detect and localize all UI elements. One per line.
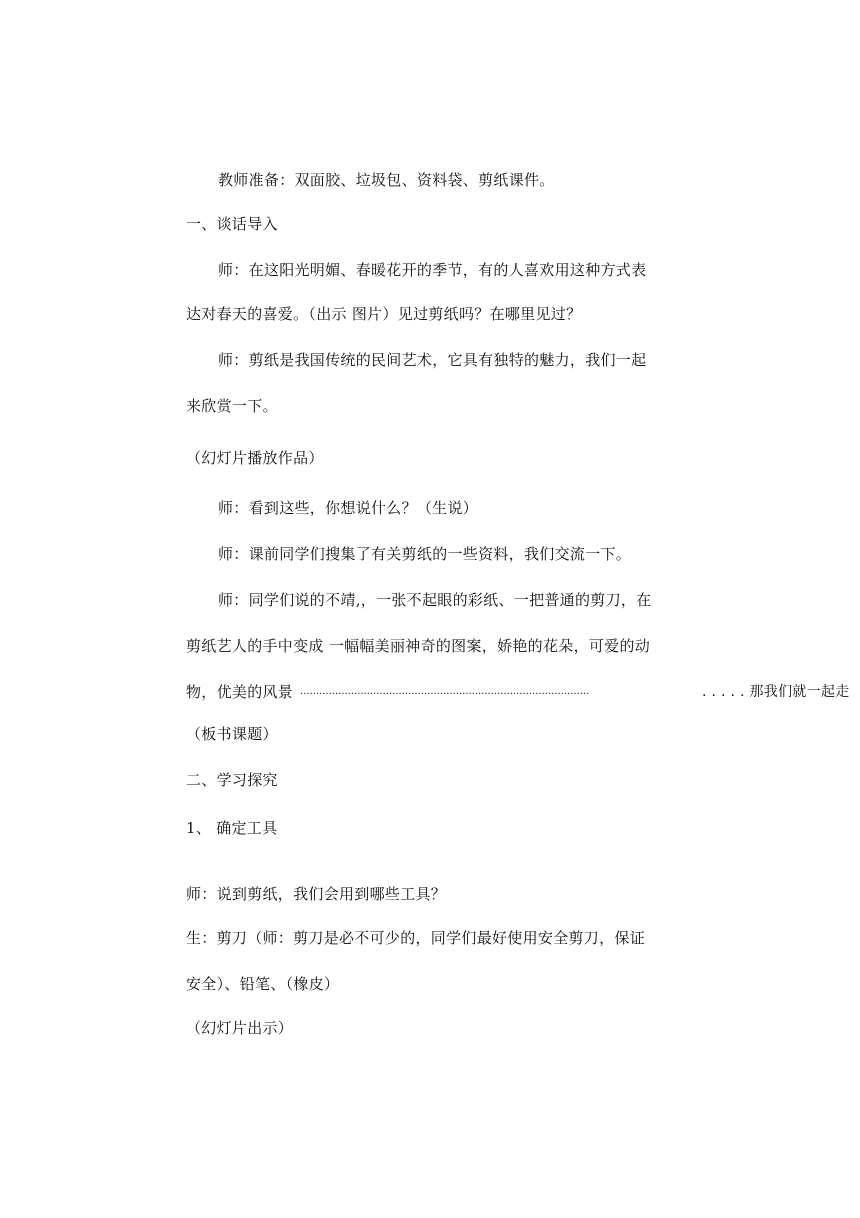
paragraph-line-end: . . . . . 那我们就一起走: [702, 684, 850, 700]
section-heading-exploration: 二、学习探究: [186, 771, 278, 789]
slide-note: （幻灯片出示）: [186, 1019, 294, 1037]
paragraph-line: 安全）、铅笔、（橡皮）: [186, 975, 340, 993]
subsection-heading-tools: 1、 确定工具: [186, 819, 278, 837]
paragraph-line: 达对春天的喜爱。（出示 图片）见过剪纸吗？在哪里见过？: [186, 305, 582, 323]
paragraph-line: 剪纸艺人的手中变成 一幅幅美丽神奇的图案，娇艳的花朵，可爱的动: [186, 637, 651, 655]
paragraph-line: 师：在这阳光明媚、春暖花开的季节，有的人喜欢用这种方式表: [218, 261, 647, 279]
paragraph-line: 师：说到剪纸，我们会用到哪些工具？: [186, 885, 447, 903]
paragraph-line: 师：课前同学们搜集了有关剪纸的一些资料，我们交流一下。: [218, 545, 632, 563]
ellipsis-dots: ...........................................................................................: [300, 686, 590, 697]
section-heading-introduction: 一、谈话导入: [186, 215, 278, 233]
paragraph-line: 生：剪刀（师：剪刀是必不可少的，同学们最好使用安全剪刀，保证: [186, 929, 646, 947]
paragraph-line: 师：同学们说的不靖,，一张不起眼的彩纸、一把普通的剪刀，在: [218, 591, 652, 609]
teacher-preparation-line: 教师准备：双面胶、垃圾包、资料袋、剪纸课件。: [218, 171, 555, 189]
slide-note: （幻灯片播放作品）: [186, 449, 324, 467]
paragraph-line: 来欣赏一下。: [186, 397, 278, 415]
paragraph-line: 师：看到这些，你想说什么？（生说）: [218, 499, 479, 517]
board-note: （板书课题）: [186, 725, 278, 743]
paragraph-line: 师：剪纸是我国传统的民间艺术，它具有独特的魅力，我们一起: [218, 351, 647, 369]
paragraph-line: 物，优美的风景: [186, 683, 294, 701]
